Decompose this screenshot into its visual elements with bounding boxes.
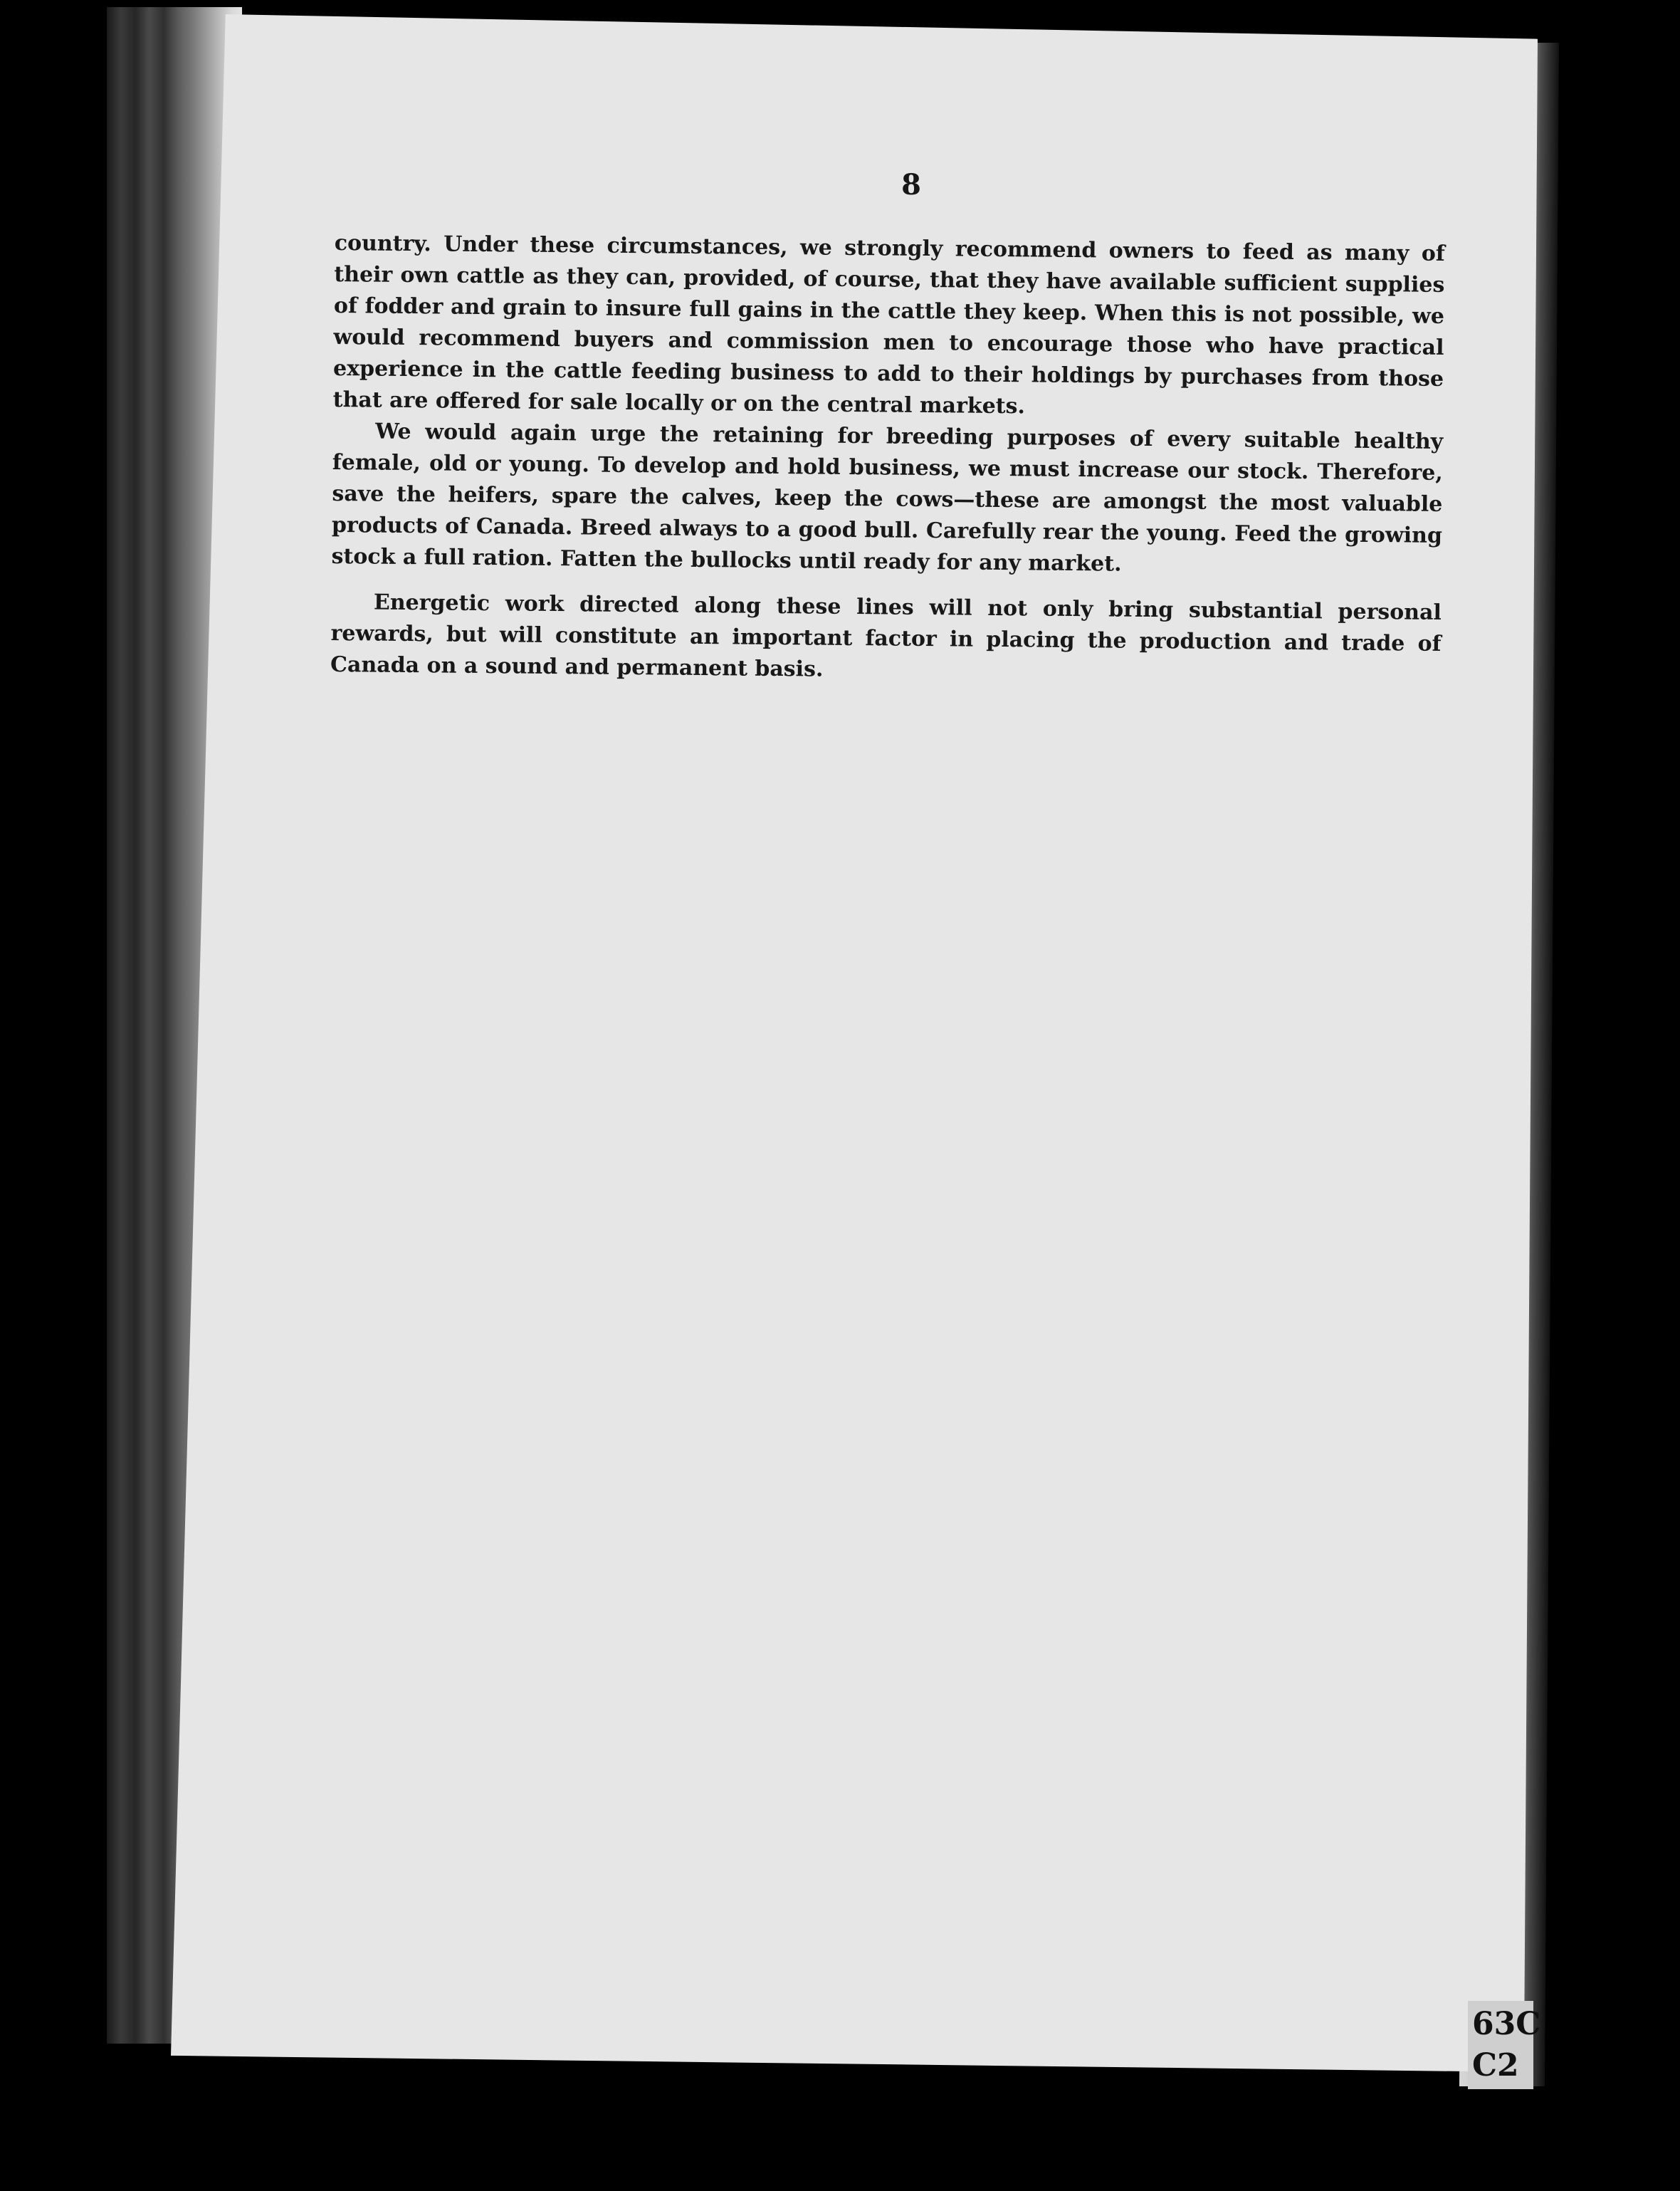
paragraph-3: Energetic work directed along these lines will not only bring substantial personal rewards, but will constitute an important factor in placing the production and trade of Canada on a sound and permanent basis. <box>330 590 1442 682</box>
page-number: 8 <box>901 168 921 202</box>
call-number-label <box>1468 2001 1541 2089</box>
call-number-line-1: 63C <box>1472 2006 1541 2042</box>
body-text <box>330 228 1445 691</box>
paragraph-1: country. Under these circumstances, we strongly recommend owners to feed as many of their own cattle as they can, provided, of course, that they have available sufficient supplies of fodder and grain to insure full gains in the cattle they keep. When this is not possible, we would recommend buyers and commission men to encourage those who have practical experience in the cattle feeding business to add to their holdings by purchases from those that are offered for sale locally or on the central markets. <box>332 230 1445 419</box>
call-number-line-2: C2 <box>1472 2047 1519 2083</box>
paragraph-2: We would again urge the retaining for breeding purposes of every suitable healthy female, old or young. To develop and hold business, we must increase our stock. Therefore, save the heifers, spare the calves, keep the cows—these are amongst the most valuable products of Canada. Breed always to a good bull. Carefully rear the young. Feed the growing stock a full ration. Fatten the bullocks until ready for any market. <box>331 419 1444 577</box>
